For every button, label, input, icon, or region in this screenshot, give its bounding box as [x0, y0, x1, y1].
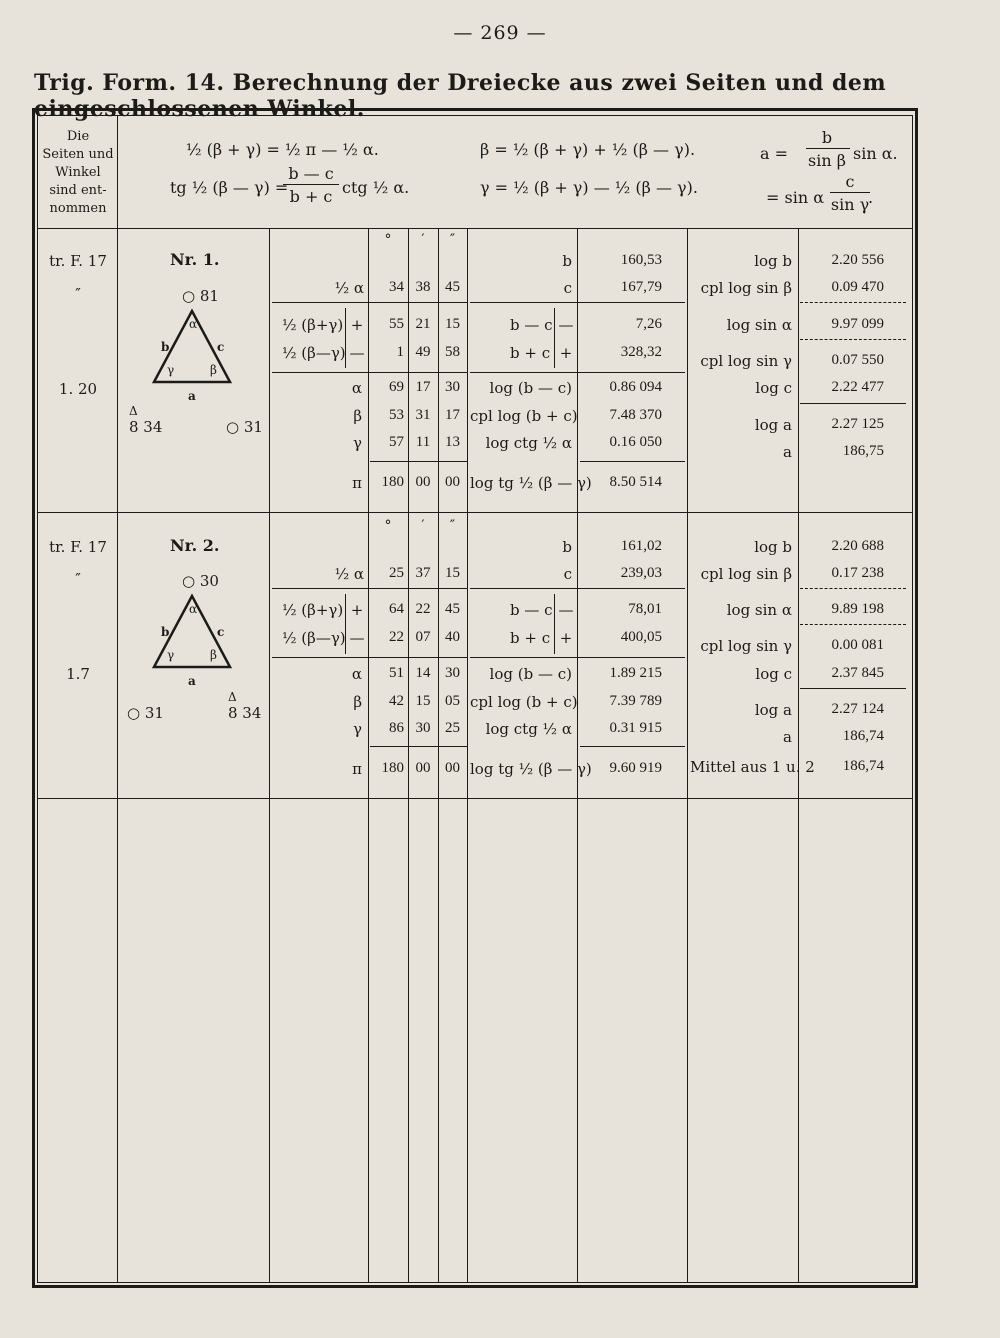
col6-label: a: [783, 443, 792, 461]
side-c-label: c: [217, 625, 225, 639]
sec-value: 00: [445, 760, 460, 776]
col5-rule: [470, 588, 685, 589]
vertex-bottom-left-label: 8 34: [129, 418, 163, 436]
sign-plus: +: [350, 601, 364, 619]
col6-dashed-rule: [800, 302, 906, 303]
col5-label: b + c: [510, 344, 551, 362]
formula-tg-half-diff-left: tg ½ (β — γ) =: [170, 178, 289, 197]
unit-degree: °: [384, 232, 392, 248]
deg-value: 51: [389, 665, 404, 681]
angle-rule: [272, 588, 467, 589]
col5-sum-rule: [580, 746, 685, 747]
col5-label: log ctg ½ α: [485, 434, 572, 452]
sec-value: 25: [445, 720, 460, 736]
sec-value: 45: [445, 601, 460, 617]
col6-value: 2.37 845: [831, 665, 884, 681]
col6-label: a: [783, 728, 792, 746]
sign-minus: —: [349, 629, 365, 647]
col5-value: 7.48 370: [609, 407, 662, 423]
min-value: 15: [415, 693, 431, 709]
col6-label-mean: Mittel aus 1 u. 2: [690, 758, 815, 776]
col6-label: cpl log sin β: [700, 279, 792, 297]
formula-beta: β = ½ (β + γ) + ½ (β — γ).: [480, 140, 696, 159]
side-a-label: a: [188, 674, 196, 688]
sign-plus: +: [350, 316, 364, 334]
vertex-top-label: ○ 81: [182, 287, 219, 305]
vertex-bottom-right-label: ○ 31: [226, 418, 263, 436]
min-value: 07: [415, 629, 431, 645]
sec-value: 13: [445, 434, 460, 450]
sign-minus: —: [558, 316, 574, 334]
angle-label-pi: π: [352, 474, 362, 492]
col5-value: 7.39 789: [609, 693, 662, 709]
col5-label: log ctg ½ α: [485, 720, 572, 738]
col6-value: 9.89 198: [831, 601, 884, 617]
column-divider-seconds: [467, 228, 468, 1283]
col5-label: cpl log (b + c): [470, 407, 578, 425]
col5-label: b — c: [510, 316, 553, 334]
angle-alpha-label: α: [189, 317, 198, 331]
formula-a-left: a =: [760, 144, 789, 163]
col5-label: b: [562, 252, 572, 270]
col5-value: 167,79: [620, 279, 662, 295]
sign-divider: [554, 594, 555, 654]
col6-label: log sin α: [726, 601, 792, 619]
col5-value: 78,01: [628, 601, 662, 617]
triangle-number: Nr. 1.: [170, 250, 220, 269]
min-value: 00: [415, 474, 431, 490]
column-divider-col6-label: [798, 228, 799, 1283]
formula-c-numerator: c: [845, 172, 855, 191]
col6-label: cpl log sin γ: [700, 352, 792, 370]
col5-label: c: [563, 279, 572, 297]
col5-value: 0.16 050: [609, 434, 662, 450]
angle-gamma-label: γ: [167, 648, 175, 662]
sec-value: 30: [445, 379, 460, 395]
col6-value: 2.27 125: [831, 416, 884, 432]
formula-fraction-bar: [806, 148, 850, 149]
sign-minus: —: [558, 601, 574, 619]
col6-rule: [800, 403, 906, 404]
source-ditto: ″: [75, 285, 81, 303]
col5-value: 0.86 094: [609, 379, 662, 395]
angle-label-beta: β: [353, 407, 362, 425]
column-divider-figure: [269, 228, 270, 1283]
angle-label-half-alpha: ½ α: [334, 565, 364, 583]
col5-value: 239,03: [620, 565, 662, 581]
deg-value: 25: [389, 565, 404, 581]
formula-tg-half-diff-right: ctg ½ α.: [342, 178, 410, 197]
source-ref: 1. 20: [58, 380, 98, 398]
source-header-line: Winkel: [55, 165, 101, 180]
col6-value: 186,74: [842, 728, 884, 744]
angle-alpha-label: α: [189, 602, 198, 616]
col6-value: 2.20 556: [831, 252, 884, 268]
angle-rule: [272, 372, 467, 373]
col6-label: log a: [754, 416, 792, 434]
formula-fraction-bar: [830, 192, 870, 193]
min-value: 37: [415, 565, 431, 581]
side-b-label: b: [161, 625, 170, 639]
col5-value: 400,05: [620, 629, 662, 645]
source-header-line: Seiten und: [42, 147, 114, 162]
col6-value: 2.20 688: [831, 538, 884, 554]
angle-label-alpha: α: [351, 665, 362, 683]
angle-label-gamma: γ: [353, 720, 362, 738]
formula-c-denominator: sin γ: [830, 195, 870, 214]
col5-sum-rule: [580, 461, 685, 462]
sec-value: 45: [445, 279, 460, 295]
min-value: 11: [415, 434, 431, 450]
sign-plus: +: [559, 344, 573, 362]
unit-second: ″: [449, 518, 456, 534]
col5-rule: [470, 372, 685, 373]
col6-label: log b: [754, 538, 792, 556]
min-value: 38: [415, 279, 431, 295]
min-value: 49: [415, 344, 431, 360]
angle-sum-rule: [370, 461, 467, 462]
col5-label: c: [563, 565, 572, 583]
col5-value: 8.50 514: [609, 474, 662, 490]
min-value: 30: [415, 720, 431, 736]
col5-value: 7,26: [635, 316, 662, 332]
col5-value: 9.60 919: [609, 760, 662, 776]
source-ref: 1.7: [66, 665, 90, 683]
col5-label: log tg ½ (β — γ): [470, 760, 592, 778]
angle-beta-label: β: [210, 363, 217, 377]
source-header-line: nommen: [49, 201, 107, 216]
column-divider-col5-label: [577, 228, 578, 1283]
source-ref: tr. F. 17: [49, 538, 107, 556]
sec-value: 17: [445, 407, 460, 423]
col5-rule: [470, 657, 685, 658]
col5-value: 1.89 215: [609, 665, 662, 681]
source-ref: tr. F. 17: [49, 252, 107, 270]
sec-value: 58: [445, 344, 460, 360]
col6-rule: [800, 688, 906, 689]
angle-label-half-diff: ½ (β—γ): [282, 629, 346, 647]
col5-label: b: [562, 538, 572, 556]
formula-tg-numerator: b — c: [288, 164, 334, 183]
sign-plus: +: [559, 629, 573, 647]
col6-dashed-rule: [800, 339, 906, 340]
angle-rule: [272, 657, 467, 658]
angle-gamma-label: γ: [167, 363, 175, 377]
unit-minute: ′: [421, 518, 425, 534]
sec-value: 40: [445, 629, 460, 645]
col5-value: 328,32: [620, 344, 662, 360]
formula-half-sum: ½ (β + γ) = ½ π — ½ α.: [186, 140, 379, 159]
side-c-label: c: [217, 340, 225, 354]
sec-value: 00: [445, 474, 460, 490]
deg-value: 55: [389, 316, 404, 332]
min-value: 22: [415, 601, 431, 617]
col6-label: log a: [754, 701, 792, 719]
deg-value: 69: [389, 379, 404, 395]
header-divider: [37, 228, 913, 229]
formula-c-left: = sin α: [766, 188, 825, 207]
formula-a-numerator: b: [821, 128, 833, 147]
angle-label-beta: β: [353, 693, 362, 711]
formula-c-right: .: [868, 188, 874, 207]
formula-tg-denominator: b + c: [289, 187, 333, 206]
sec-value: 15: [445, 316, 460, 332]
formula-a-right: sin α.: [853, 144, 898, 163]
block-divider-2: [37, 798, 913, 799]
unit-minute: ′: [421, 232, 425, 248]
vertex-bottom-right-label: 8 34: [228, 704, 262, 722]
page-title: Trig. Form. 14. Berechnung der Dreiecke aus zwei Seiten und dem eingeschlossenen Winkel.: [34, 70, 887, 122]
min-value: 00: [415, 760, 431, 776]
triangulation-mark: Δ: [228, 690, 237, 704]
deg-value: 42: [389, 693, 404, 709]
min-value: 31: [415, 407, 431, 423]
col6-label: log b: [754, 252, 792, 270]
min-value: 17: [415, 379, 431, 395]
sec-value: 05: [445, 693, 460, 709]
triangle-number: Nr. 2.: [170, 536, 220, 555]
col6-label: log sin α: [726, 316, 792, 334]
col6-value: 9.97 099: [831, 316, 884, 332]
source-header-line: Die: [66, 129, 90, 144]
angle-label-half-diff: ½ (β—γ): [282, 344, 346, 362]
vertex-top-label: ○ 30: [182, 572, 219, 590]
block-divider-1: [37, 512, 913, 513]
col5-label: log tg ½ (β — γ): [470, 474, 592, 492]
side-b-label: b: [161, 340, 170, 354]
col5-rule: [470, 302, 685, 303]
col6-dashed-rule: [800, 588, 906, 589]
angle-sum-rule: [370, 746, 467, 747]
triangulation-mark: Δ: [129, 404, 138, 418]
angle-beta-label: β: [210, 648, 217, 662]
sec-value: 30: [445, 665, 460, 681]
col5-value: 161,02: [620, 538, 662, 554]
col5-label: cpl log (b + c): [470, 693, 578, 711]
angle-label-pi: π: [352, 760, 362, 778]
col5-label: log (b — c): [489, 379, 572, 397]
deg-value: 180: [381, 474, 404, 490]
angle-label-half-alpha: ½ α: [334, 279, 364, 297]
col5-label: b + c: [510, 629, 551, 647]
col6-value: 2.27 124: [831, 701, 884, 717]
col6-value-mean: 186,74: [842, 758, 884, 774]
source-header-line: sind ent-: [49, 183, 107, 198]
deg-value: 57: [389, 434, 404, 450]
col6-value: 0.09 470: [831, 279, 884, 295]
angle-label-half-sum: ½ (β+γ): [282, 316, 344, 334]
formula-gamma: γ = ½ (β + γ) — ½ (β — γ).: [480, 178, 698, 197]
min-value: 14: [415, 665, 431, 681]
sign-minus: —: [349, 344, 365, 362]
col6-value: 0.17 238: [831, 565, 884, 581]
column-divider-col5-value: [687, 228, 688, 1283]
deg-value: 64: [389, 601, 404, 617]
col5-value: 160,53: [620, 252, 662, 268]
deg-value: 86: [389, 720, 404, 736]
source-ditto: ″: [75, 570, 81, 588]
min-value: 21: [415, 316, 431, 332]
deg-value: 53: [389, 407, 404, 423]
col6-value: 0.07 550: [831, 352, 884, 368]
col6-value: 2.22 477: [831, 379, 884, 395]
col6-value: 0.00 081: [831, 637, 884, 653]
unit-degree: °: [384, 518, 392, 534]
deg-value: 180: [381, 760, 404, 776]
col6-label: cpl log sin β: [700, 565, 792, 583]
page-number: — 269 —: [453, 22, 547, 44]
col6-value: 186,75: [842, 443, 884, 459]
unit-second: ″: [449, 232, 456, 248]
col6-dashed-rule: [800, 624, 906, 625]
vertex-bottom-left-label: ○ 31: [127, 704, 164, 722]
col6-label: cpl log sin γ: [700, 637, 792, 655]
col6-label: log c: [755, 379, 792, 397]
deg-value: 34: [389, 279, 404, 295]
angle-rule: [272, 302, 467, 303]
side-a-label: a: [188, 389, 196, 403]
deg-value: 1: [396, 344, 404, 360]
deg-value: 22: [389, 629, 404, 645]
col5-label: log (b — c): [489, 665, 572, 683]
sign-divider: [554, 308, 555, 368]
col6-label: log c: [755, 665, 792, 683]
formula-fraction-bar: [283, 184, 339, 185]
formula-a-denominator: sin β: [808, 151, 846, 170]
sec-value: 15: [445, 565, 460, 581]
angle-label-alpha: α: [351, 379, 362, 397]
col5-label: b — c: [510, 601, 553, 619]
column-divider-source: [117, 115, 118, 1283]
angle-label-gamma: γ: [353, 434, 362, 452]
angle-label-half-sum: ½ (β+γ): [282, 601, 344, 619]
col5-value: 0.31 915: [609, 720, 662, 736]
source-column-header: [40, 128, 116, 218]
